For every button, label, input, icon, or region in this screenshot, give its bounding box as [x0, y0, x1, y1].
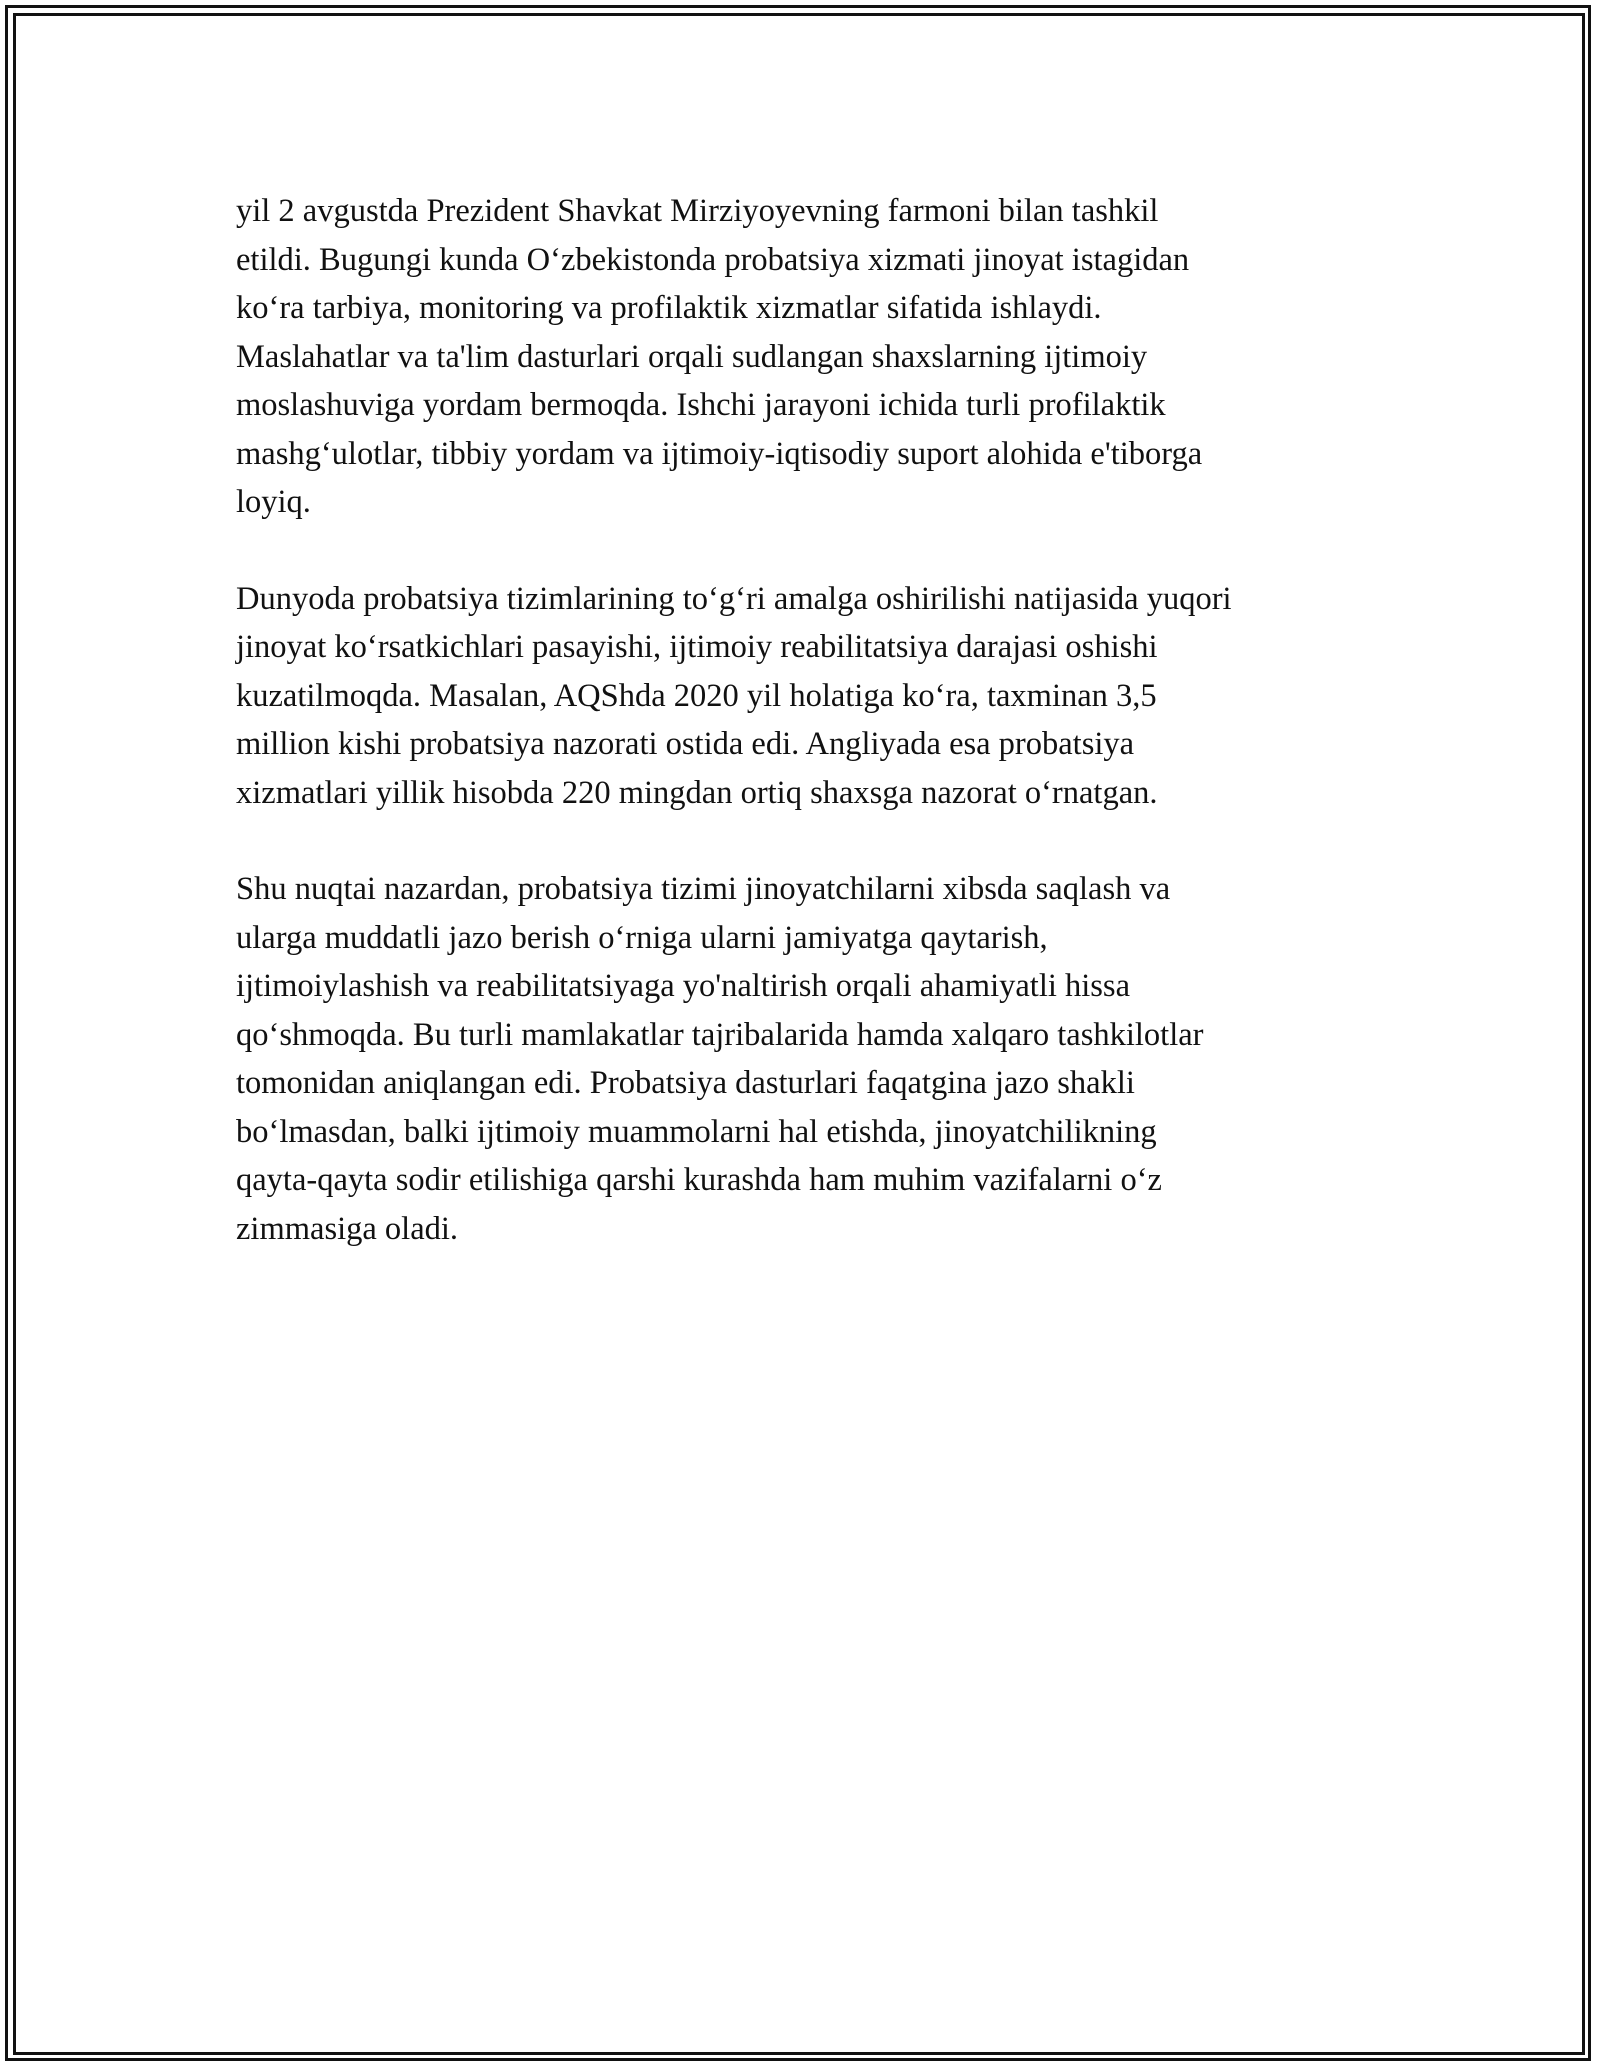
text-line: xizmatlari yillik hisobda 220 mingdan ortiq shaxsga nazorat o‘rnatgan.: [236, 774, 1158, 811]
paragraph-1: [236, 187, 1366, 527]
text-line: qo‘shmoqda. Bu turli mamlakatlar tajribalarida hamda xalqaro tashkilotlar: [236, 1016, 1204, 1053]
text-line: ijtimoiylashish va reabilitatsiyaga yo'naltirish orqali ahamiyatli hissa: [236, 968, 1131, 1004]
text-line: tomonidan aniqlangan edi. Probatsiya dasturlari faqatgina jazo shakli: [236, 1065, 1135, 1101]
text-line: loyiq.: [236, 484, 311, 520]
text-line: bo‘lmasdan, balki ijtimoiy muammolarni hal etishda, jinoyatchilikning: [236, 1113, 1157, 1150]
paragraph-2: [236, 575, 1366, 818]
text-line: Shu nuqtai nazardan, probatsiya tizimi jinoyatchilarni xibsda saqlash va: [236, 871, 1171, 907]
paragraph-3: [236, 865, 1366, 1253]
text-line: ko‘ra tarbiya, monitoring va profilaktik xizmatlar sifatida ishlaydi.: [236, 290, 1102, 326]
text-line: qayta-qayta sodir etilishiga qarshi kurashda ham muhim vazifalarni o‘z: [236, 1162, 1162, 1198]
text-line: Maslahatlar va ta'lim dasturlari orqali sudlangan shaxslarning ijtimoiy: [236, 338, 1148, 375]
text-line: kuzatilmoqda. Masalan, AQShda 2020 yil holatiga ko‘ra, taxminan 3,5: [236, 677, 1157, 714]
text-line: million kishi probatsiya nazorati ostida edi. Angliyada esa probatsiya: [236, 726, 1135, 762]
text-line: jinoyat ko‘rsatkichlari pasayishi, ijtimoiy reabilitatsiya darajasi oshishi: [236, 629, 1158, 665]
text-line: yil 2 avgustda Prezident Shavkat Mirziyoyevning farmoni bilan tashkil: [236, 193, 1159, 229]
document-body: [236, 187, 1366, 1301]
text-line: etildi. Bugungi kunda O‘zbekistonda probatsiya xizmati jinoyat istagidan: [236, 241, 1190, 278]
text-line: Dunyoda probatsiya tizimlarining to‘g‘ri amalga oshirilishi natijasida yuqori: [236, 580, 1232, 617]
text-line: ularga muddatli jazo berish o‘rniga ularni jamiyatga qaytarish,: [236, 919, 1048, 956]
text-line: mashg‘ulotlar, tibbiy yordam va ijtimoiy-iqtisodiy suport alohida e'tiborga: [236, 435, 1203, 472]
text-line: moslashuviga yordam bermoqda. Ishchi jarayoni ichida turli profilaktik: [236, 387, 1166, 423]
text-line: zimmasiga oladi.: [236, 1210, 459, 1247]
